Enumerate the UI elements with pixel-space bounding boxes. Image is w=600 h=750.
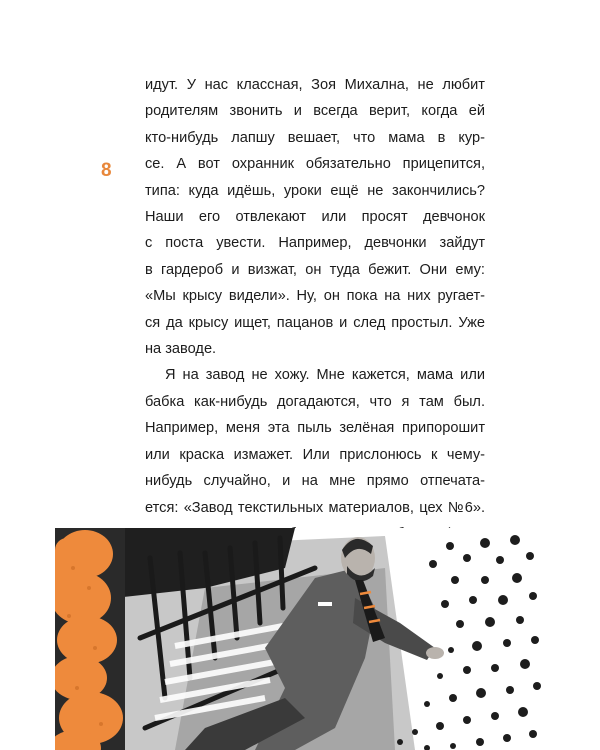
text-line: кто-нибудь лапшу вешает, что мама в кур-	[145, 129, 485, 146]
text-line: ется: «Завод текстильных материалов, цех №6».	[145, 499, 485, 516]
text-line: родителям звонить и всегда верит, когда ей	[145, 103, 485, 120]
text-line: «Мы крысу видели». Ну, он пока на них ругает-	[145, 288, 485, 305]
man-badge	[318, 602, 332, 606]
text-line: Наши его отвлекают или просят девчонок	[145, 209, 485, 226]
text-line: нибудь случайно, и на мне прямо отпечата-	[145, 473, 485, 490]
text-line: на заводе.	[145, 341, 217, 358]
text-line: Я на завод не хожу. Мне кажется, мама или	[165, 367, 485, 384]
text-line: се. А вот охранник обязательно прицепится,	[145, 156, 485, 173]
page-number: 8	[101, 160, 112, 181]
text-line: или краска измажет. Или прислонюсь к чему-	[145, 446, 485, 463]
text-line: бабка как-нибудь догадаются, что я там был.	[145, 393, 485, 410]
text-line: типа: куда идёшь, уроки ещё не закончились?	[145, 182, 485, 199]
man-hand	[426, 647, 444, 659]
running-man-factory-illustration	[55, 528, 545, 750]
text-line: идут. У нас классная, Зоя Михална, не любит	[145, 77, 485, 93]
illustration-svg	[55, 528, 545, 750]
text-line: ся да крысу ищет, пацанов и след простыл. Уже	[145, 314, 485, 331]
text-line: с поста увести. Например, девчонки зайдут	[145, 235, 485, 252]
text-line: в гардероб и визжат, он туда бежит. Они ему:	[145, 261, 485, 278]
text-line: Например, меня эта пыль зелёная припорошит	[145, 420, 485, 437]
body-text	[145, 72, 485, 547]
